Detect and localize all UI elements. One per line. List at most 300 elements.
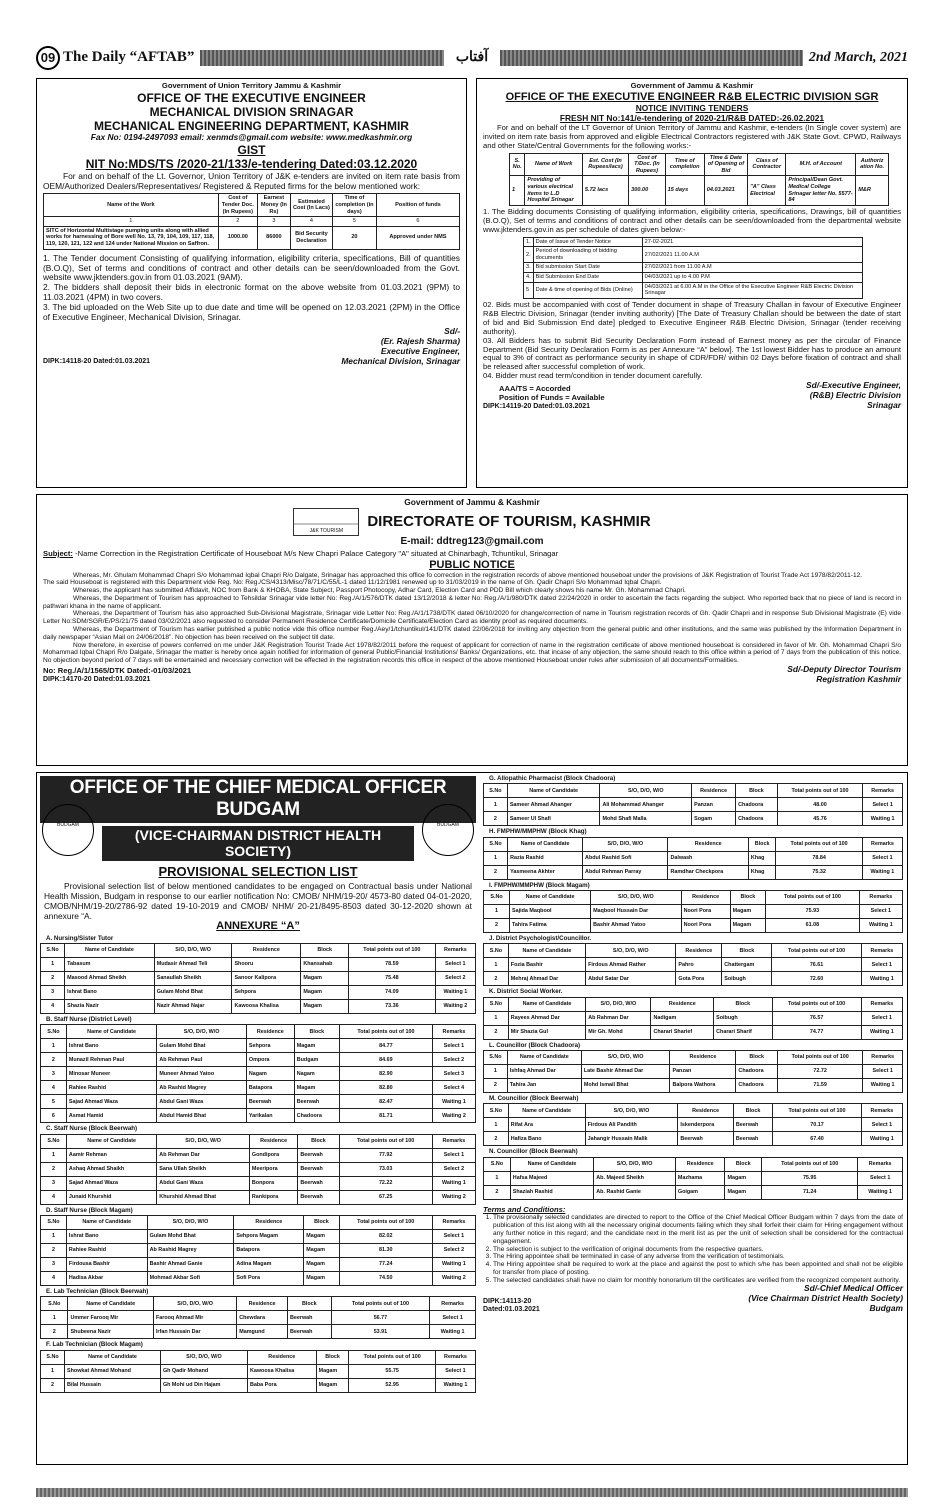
table-cell: Nadigam bbox=[651, 1011, 714, 1025]
mech-intro: For and on behalf of the Lt. Governor, Union Territory of J&K e-tenders are invited on item rate basis from OEM/Authorized Dealers/Representatives/ Registered & Reputed firms for the below mentioned work: bbox=[43, 170, 460, 191]
column-header: S/O, D/O, W/O bbox=[154, 944, 232, 958]
table-row bbox=[41, 1053, 476, 1067]
table-cell: Ab. Rashid Ganie bbox=[594, 1185, 676, 1199]
column-header: S.No bbox=[41, 944, 65, 958]
cmo-budgam-selection-list bbox=[36, 772, 908, 1465]
table-cell: Abdul Hamid Bhat bbox=[157, 1109, 247, 1123]
selection-table bbox=[483, 837, 903, 880]
table-cell: Beerwah bbox=[298, 1148, 339, 1162]
table-cell: Munazil Rehman Paul bbox=[66, 1053, 156, 1067]
mech-gist: GIST bbox=[237, 143, 266, 158]
table-cell: Chewdara bbox=[237, 1311, 288, 1325]
column-header: S.No bbox=[41, 1350, 65, 1364]
mech-place: Mechanical Division, Srinagar bbox=[341, 355, 460, 366]
column-header: Remarks bbox=[435, 1350, 475, 1364]
table-cell: Select 1 bbox=[861, 1118, 902, 1132]
table-cell: Chadoora bbox=[736, 798, 778, 812]
column-header: Residence bbox=[232, 944, 301, 958]
column-header: Block bbox=[714, 997, 772, 1011]
table-cell: Waiting 1 bbox=[430, 1325, 476, 1339]
table-cell: Mehraj Ahmad Dar bbox=[508, 972, 585, 986]
rb-date-label: Date of Issue of Tender Notice bbox=[533, 237, 642, 247]
column-header: S.No bbox=[484, 1050, 508, 1064]
table-cell: Muneer Ahmad Yatoo bbox=[157, 1067, 247, 1081]
table-cell: 2 bbox=[484, 1185, 511, 1199]
issue-date: 2nd March, 2021 bbox=[808, 49, 908, 65]
table-cell: Gulam Mohd Bhat bbox=[157, 1039, 247, 1053]
mech-cell: 1000.00 bbox=[218, 226, 257, 249]
section-heading: I. FMPHW/MMPHW (Block Magam) bbox=[489, 881, 590, 889]
table-cell: Select 1 bbox=[859, 904, 902, 918]
table-cell: 1 bbox=[484, 798, 508, 812]
table-cell: 82.90 bbox=[339, 1067, 432, 1081]
column-header: Block bbox=[304, 1216, 339, 1230]
table-cell: Rayees Ahmad Dar bbox=[508, 1011, 585, 1025]
table-cell: 4 bbox=[41, 1190, 67, 1204]
table-cell: Sehpora bbox=[232, 986, 301, 1000]
rb-date-value: 04/03/2021 at 6.00 A.M in the Office of the Executive Engineer R&B Electric Division Srinagar bbox=[642, 282, 862, 298]
left-sections bbox=[40, 935, 476, 1393]
rb-date-no: 4. bbox=[524, 272, 534, 282]
table-cell: 3 bbox=[41, 1258, 67, 1272]
table-cell: Shaziah Rashid bbox=[510, 1185, 593, 1199]
rb-cell: 15 days bbox=[665, 176, 704, 205]
footer-band bbox=[36, 1488, 908, 1497]
table-row bbox=[484, 851, 903, 865]
table-cell: 73.36 bbox=[348, 1000, 435, 1014]
table-cell: Abdul Rehman Parray bbox=[583, 865, 668, 879]
table-cell: 4 bbox=[41, 1000, 65, 1014]
table-cell: Shazia Nazir bbox=[65, 1000, 155, 1014]
table-cell: Sameer Ahmad Ahanger bbox=[507, 798, 600, 812]
tour-dipk: DIPK:14170-20 Dated:01.03.2021 bbox=[43, 676, 151, 684]
table-cell: 1 bbox=[484, 904, 510, 918]
rb-date-value: 04/03/2021 up to 4.00 P.M bbox=[642, 272, 862, 282]
column-header: Name of Candidate bbox=[510, 890, 591, 904]
table-cell: 77.92 bbox=[339, 1148, 432, 1162]
column-header: Total points out of 100 bbox=[777, 1050, 862, 1064]
table-cell: Bashir Ahmad Yatoo bbox=[591, 918, 682, 932]
rb-col: M.H. of Account bbox=[786, 153, 856, 176]
table-row bbox=[484, 1064, 903, 1078]
table-cell: Beerwah bbox=[287, 1311, 331, 1325]
table-cell: Mohd Shafi Malla bbox=[600, 812, 692, 826]
column-header: Name of Candidate bbox=[66, 1216, 147, 1230]
table-cell: Tahira Fatima bbox=[510, 918, 591, 932]
table-cell: Magam bbox=[725, 1185, 762, 1199]
column-header: Residence bbox=[678, 1104, 734, 1118]
table-cell: Magam bbox=[725, 1171, 762, 1185]
section-heading: J. District Psychologist/Councillor. bbox=[489, 934, 592, 942]
table-cell: Beerwah bbox=[294, 1095, 339, 1109]
table-cell: Firdousa Bashir bbox=[66, 1258, 147, 1272]
table-cell: Rahiee Rashid bbox=[66, 1081, 156, 1095]
mech-govt: Government of Union Territory Jammu & Kashmir bbox=[161, 81, 342, 90]
table-cell: Ab Rahman Dar bbox=[586, 1011, 651, 1025]
column-header: S/O, D/O, W/O bbox=[581, 1050, 670, 1064]
table-row bbox=[41, 1095, 476, 1109]
table-cell: Kawoosa Khalisa bbox=[232, 1000, 301, 1014]
mech-cell: Bid Security Declaration bbox=[290, 226, 332, 249]
table-cell: 73.03 bbox=[339, 1162, 432, 1176]
table-cell: 84.69 bbox=[339, 1053, 432, 1067]
mech-designation: Executive Engineer, bbox=[380, 345, 460, 356]
table-cell: Sajad Ahmad Waza bbox=[66, 1176, 156, 1190]
column-header: Total points out of 100 bbox=[773, 1104, 862, 1118]
column-header: Residence bbox=[668, 837, 748, 851]
table-cell: Khag bbox=[748, 851, 775, 865]
table-cell: Ishrat Bano bbox=[65, 986, 155, 1000]
mech-num: 6 bbox=[376, 217, 459, 227]
table-cell: Baba Pora bbox=[247, 1378, 316, 1392]
table-cell: 1 bbox=[484, 1064, 508, 1078]
rb-date-label: Bid Submission End Date bbox=[533, 272, 642, 282]
table-cell: Waiting 1 bbox=[863, 812, 903, 826]
table-cell: Chattergam bbox=[722, 958, 772, 972]
table-row bbox=[484, 904, 903, 918]
mech-num: 1 bbox=[44, 217, 219, 227]
table-cell: Irfan Hussain Dar bbox=[153, 1325, 236, 1339]
column-header: Residence bbox=[670, 1050, 736, 1064]
rb-dates-table bbox=[523, 237, 863, 299]
rb-work-table bbox=[509, 153, 889, 206]
column-header: Total points out of 100 bbox=[777, 784, 863, 798]
table-cell: Magam bbox=[304, 1230, 339, 1244]
rb-cell: Principal/Dean Govt. Medical College Srinagar letter No. 5577-84 bbox=[786, 176, 856, 205]
rb-date-label: Date & time of opening of Bids (Online) bbox=[533, 282, 642, 298]
column-header: Total points out of 100 bbox=[331, 1297, 430, 1311]
health-society-emblem-left: BUDGAM bbox=[42, 804, 94, 856]
column-header: S.No bbox=[484, 890, 510, 904]
column-header: Total points out of 100 bbox=[766, 890, 860, 904]
rb-cell: 5.72 lacs bbox=[582, 176, 628, 205]
column-header: Block bbox=[287, 1297, 331, 1311]
column-header: Block bbox=[316, 1350, 349, 1364]
section-heading: K. District Social Worker. bbox=[489, 988, 563, 996]
table-cell: Nazir Ahmad Najar bbox=[154, 1000, 232, 1014]
table-cell: 2 bbox=[484, 1132, 509, 1146]
table-cell: Waiting 1 bbox=[861, 972, 902, 986]
cmo-terms-list bbox=[483, 1214, 903, 1284]
mech-nit: NIT No:MDS/TS /2020-21/133/e-tendering Dated:03.12.2020 bbox=[85, 157, 418, 172]
table-row bbox=[484, 972, 903, 986]
table-cell: Beerwah bbox=[298, 1176, 339, 1190]
mech-dipk: DIPK:14118-20 Dated:01.03.2021 bbox=[43, 358, 151, 366]
column-header: S.No bbox=[484, 944, 509, 958]
table-cell: Beerwah bbox=[287, 1325, 331, 1339]
table-cell: Select 1 bbox=[858, 1171, 903, 1185]
cmo-term: 1. The provisionally selected candidates are directed to report to the Office of the Chief Medical Officer Budgam within 7 days from the date of publication of this list along with all the necessary original documents failing which they shall forfeit their claim for Hiring engagement without any further notice in this regard; and the candidate next in the merit list as per the unit of selection shall be considered for the contractual engagement. bbox=[493, 1214, 903, 1245]
table-row bbox=[484, 918, 903, 932]
table-cell: Charari Sharif bbox=[714, 1025, 772, 1039]
rb-col: S. No. bbox=[510, 153, 525, 176]
mech-para-1: 1. The Tender document Consisting of qualifying information, eligibility criteria, specifications, Bill of quantities (B.O.Q), Set of terms and conditions of contract and other details can be seen/downloaded from the Govt. website www.jktenders.gov.in from 01.03.2021 (9AM). bbox=[43, 252, 460, 283]
table-cell: Abdul Gani Waza bbox=[157, 1095, 247, 1109]
rb-cell: "A" Class Electrical bbox=[748, 176, 786, 205]
mech-num: 4 bbox=[290, 217, 332, 227]
column-header: Remarks bbox=[435, 944, 475, 958]
column-header: Name of Candidate bbox=[508, 997, 585, 1011]
selection-table bbox=[483, 890, 903, 933]
mech-division: MECHANICAL DIVISION SRINAGAR bbox=[149, 105, 354, 120]
table-cell: Select 4 bbox=[432, 1081, 475, 1095]
table-cell: Ab. Majeed Sheikh bbox=[594, 1171, 676, 1185]
table-cell: Gulam Mohd Bhat bbox=[147, 1230, 234, 1244]
table-cell: 2 bbox=[484, 812, 508, 826]
table-cell: Yarikalan bbox=[246, 1109, 294, 1123]
table-cell: Mohmad Akbar Sofi bbox=[147, 1272, 234, 1286]
tour-email: E-mail: ddtreg123@gmail.com bbox=[400, 535, 544, 547]
column-header: Remarks bbox=[432, 1134, 475, 1148]
table-cell: 74.50 bbox=[339, 1272, 432, 1286]
table-cell: Waiting 1 bbox=[435, 1378, 475, 1392]
table-cell: Mir Gh. Mohd bbox=[586, 1025, 651, 1039]
tour-para: Whereas, the Department of Tourism has approached to Tehsildar Srinagar vide letter No: Reg./A/1/576/DTK dated 13/12/2018 & letter No: Reg./A/1/980/DTK dated 22/24/2020 in order to ascertain the facts regarding the subject. Who reported back that no piece of land is record in pathwari khana in the name of applicant. bbox=[43, 594, 901, 610]
column-header: Name of Candidate bbox=[508, 1104, 585, 1118]
column-header: Total points out of 100 bbox=[762, 1157, 858, 1171]
table-cell: Pahro bbox=[676, 958, 722, 972]
table-cell: Ab Rashid Magrey bbox=[157, 1081, 247, 1095]
table-cell: Waiting 2 bbox=[432, 1109, 475, 1123]
mech-cell: 86000 bbox=[257, 226, 290, 249]
table-cell: Gh Qadir Mohand bbox=[160, 1364, 247, 1378]
section-heading: L. Councillor (Block Chadoora) bbox=[489, 1041, 581, 1049]
table-cell: Bilal Hussain bbox=[65, 1378, 161, 1392]
column-header: S/O, D/O, W/O bbox=[157, 1134, 250, 1148]
mech-col: Cost of Tender Doc. (In Rupees) bbox=[218, 194, 257, 217]
table-cell: 3 bbox=[41, 1067, 67, 1081]
table-cell: Adina Magam bbox=[234, 1258, 304, 1272]
rb-office: OFFICE OF THE EXECUTIVE ENGINEER R&B ELECTRIC DIVISION SGR bbox=[505, 90, 879, 103]
table-cell: 2 bbox=[484, 918, 510, 932]
selection-table bbox=[40, 943, 476, 1014]
column-header: Remarks bbox=[861, 997, 902, 1011]
rb-col: Est. Cost (In Rupees/lacs) bbox=[582, 153, 628, 176]
table-cell: Select 1 bbox=[863, 1064, 903, 1078]
mech-cell: Approved under NMS bbox=[376, 226, 459, 249]
table-cell: 53.91 bbox=[331, 1325, 430, 1339]
column-header: S/O, D/O, W/O bbox=[147, 1216, 234, 1230]
column-header: S.No bbox=[41, 1025, 67, 1039]
table-cell: 71.24 bbox=[762, 1185, 858, 1199]
table-cell: 67.25 bbox=[339, 1190, 432, 1204]
table-cell: 2 bbox=[41, 1325, 68, 1339]
table-cell: Select 1 bbox=[432, 1230, 475, 1244]
table-cell: 1 bbox=[484, 1011, 509, 1025]
table-cell: Hafiza Bano bbox=[508, 1132, 585, 1146]
table-cell: Waiting 1 bbox=[432, 1176, 475, 1190]
rb-para-3: 03. All Bidders has to submit Bid Security Declaration Form instead of Earnest money as per the circular of Finance Department (Bid Security Declaration Form is as per Annexure “A” below]. The 1st lowest Bidder has to produce an amount equal to 3% of contract as performance security in shape of CDR/FDR/ within 02 Days before fixation of contract and shall be released after successful completion of work. bbox=[483, 335, 901, 372]
table-cell: Rifat Ara bbox=[508, 1118, 585, 1132]
table-cell: Rahiee Rashid bbox=[66, 1244, 147, 1258]
column-header: S.No bbox=[484, 997, 509, 1011]
rb-date-no: 1. bbox=[524, 237, 534, 247]
tour-subject: -Name Correction in the Registration Certificate of Houseboat M/s New Chapri Palace Category "A" situated at Chinarbagh, Tchuntikul, Srinagar bbox=[75, 548, 559, 558]
table-cell: 67.40 bbox=[773, 1132, 862, 1146]
table-cell: Waiting 1 bbox=[432, 1258, 475, 1272]
cmo-dipk: DIPK:14113-20 bbox=[483, 1297, 532, 1305]
table-cell: Gulam Mohd Bhat bbox=[154, 986, 232, 1000]
table-cell: 81.71 bbox=[339, 1109, 432, 1123]
table-cell: Panzan bbox=[692, 798, 736, 812]
table-cell: Mudasir Ahmad Teli bbox=[154, 958, 232, 972]
table-cell: Gondipora bbox=[249, 1148, 297, 1162]
cmo-term: 4. The Hiring appointee shall be required to work at the place and against the post to which s/he has been appointed and shall not be eligible for transfer from place of posting. bbox=[493, 1261, 903, 1277]
table-cell: Beerwah bbox=[298, 1190, 339, 1204]
column-header: Name of Candidate bbox=[65, 1350, 161, 1364]
table-cell: Mohd Ismail Bhat bbox=[581, 1078, 670, 1092]
table-cell: Mazhama bbox=[675, 1171, 725, 1185]
column-header: Name of Candidate bbox=[66, 1025, 156, 1039]
column-header: Name of Candidate bbox=[66, 1134, 156, 1148]
column-header: S/O, D/O, W/O bbox=[594, 1157, 676, 1171]
table-cell: Beerwah bbox=[678, 1132, 734, 1146]
column-header: Remarks bbox=[432, 1216, 475, 1230]
table-cell: Asmat Hamid bbox=[66, 1109, 156, 1123]
table-row bbox=[41, 1364, 476, 1378]
table-cell: Nagam bbox=[246, 1067, 294, 1081]
table-cell: Maqbool Hussain Dar bbox=[591, 904, 682, 918]
table-row bbox=[484, 1132, 903, 1146]
table-row bbox=[484, 1025, 903, 1039]
table-cell: Magam bbox=[304, 1272, 339, 1286]
mech-num: 5 bbox=[333, 217, 377, 227]
table-cell: Select 2 bbox=[432, 1244, 475, 1258]
mech-dept: MECHANICAL ENGINEERING DEPARTMENT, KASHMIR bbox=[94, 119, 409, 134]
rb-date-value: 27-02-2021 bbox=[642, 237, 862, 247]
column-header: Total points out of 100 bbox=[339, 1025, 432, 1039]
rb-col: Class of Contractor bbox=[748, 153, 786, 176]
mech-col: Earnest Money (In Rs) bbox=[257, 194, 290, 217]
column-header: S.No bbox=[41, 1134, 67, 1148]
table-row bbox=[41, 1039, 476, 1053]
mech-col: Name of the Work bbox=[44, 194, 219, 217]
mech-num: 3 bbox=[257, 217, 290, 227]
table-cell: Soibugh bbox=[722, 972, 772, 986]
column-header: S.No bbox=[484, 1157, 511, 1171]
table-cell: Magam bbox=[301, 986, 349, 1000]
table-cell: 70.17 bbox=[773, 1118, 862, 1132]
tour-para: Whereas, the Department of Tourism has also approached Sub-Divisional Magistrate, Srinagar vide Letter No: Reg./A/1/1738/DTK dated 06/10/2020 for change/correction of name in Tourism registration records of Gh. Qadir Chapri and in response Sub Divisional Magistrate (E) vide Letter No:SDM/SGR/E/PS/21/75 dated 03/02/2021 also requested to consider Permanent Residence Certificate/Domicile Certificate/Election Card as identity proof as required documents. bbox=[43, 610, 901, 626]
table-cell: Firdous Ali Pandith bbox=[585, 1118, 678, 1132]
table-cell: Ompora bbox=[246, 1053, 294, 1067]
column-header: Name of Candidate bbox=[510, 1157, 593, 1171]
table-cell: Waiting 1 bbox=[859, 918, 902, 932]
cmo-title: OFFICE OF THE CHIEF MEDICAL OFFICER BUDGAM bbox=[40, 776, 476, 823]
table-cell: Bashir Ahmad Ganie bbox=[147, 1258, 234, 1272]
column-header: Residence bbox=[681, 890, 730, 904]
table-row bbox=[41, 958, 476, 972]
column-header: Block bbox=[730, 890, 766, 904]
table-row bbox=[41, 1000, 476, 1014]
selection-table bbox=[483, 1103, 903, 1146]
table-cell: 3 bbox=[41, 1176, 67, 1190]
table-cell: 77.24 bbox=[339, 1258, 432, 1272]
rb-col: Time of completion bbox=[665, 153, 704, 176]
table-cell: Waiting 1 bbox=[861, 1132, 902, 1146]
table-row bbox=[484, 812, 903, 826]
column-header: S/O, D/O, W/O bbox=[586, 997, 651, 1011]
rb-date-value: 27/02/2021 from 11.00 A.M bbox=[642, 263, 862, 273]
mechanical-division-tender bbox=[36, 78, 467, 488]
column-header: S.No bbox=[484, 1104, 509, 1118]
column-header: Total points out of 100 bbox=[339, 1134, 432, 1148]
cmo-place: Budgam bbox=[869, 1303, 903, 1314]
table-row bbox=[484, 958, 903, 972]
column-header: Block bbox=[748, 837, 775, 851]
mech-num: 2 bbox=[218, 217, 257, 227]
table-row bbox=[41, 1081, 476, 1095]
column-header: Remarks bbox=[863, 784, 903, 798]
table-cell: 82.47 bbox=[339, 1095, 432, 1109]
section-heading: C. Staff Nurse (Block Beerwah) bbox=[46, 1125, 138, 1133]
column-header: Total points out of 100 bbox=[776, 837, 863, 851]
rb-nit: FRESH NIT No:141/e-tendering of 2020-21/R&B DATED:-26.02.2021 bbox=[559, 112, 825, 123]
table-cell: Ishrat Bano bbox=[66, 1039, 156, 1053]
table-cell: 72.72 bbox=[777, 1064, 862, 1078]
table-cell: Kawoosa Khalisa bbox=[247, 1364, 316, 1378]
table-cell: 1 bbox=[41, 1311, 68, 1325]
newspaper-logo: آفتاب bbox=[444, 44, 500, 68]
table-cell: Abdul Satar Dar bbox=[586, 972, 676, 986]
rb-notice: NOTICE INVITING TENDERS bbox=[635, 102, 749, 113]
cmo-list-title: PROVISIONAL SELECTION LIST bbox=[158, 863, 358, 879]
table-cell: Beerwah bbox=[733, 1132, 772, 1146]
tour-sd: Sd/-Deputy Director Tourism bbox=[787, 663, 901, 674]
table-cell: Waiting 2 bbox=[432, 1190, 475, 1204]
section-heading: M. Councillor (Block Beerwah) bbox=[489, 1094, 579, 1102]
tour-place: Registration Kashmir bbox=[816, 673, 901, 684]
table-row bbox=[41, 1190, 476, 1204]
column-header: Residence bbox=[247, 1350, 316, 1364]
table-cell: Magam bbox=[316, 1364, 349, 1378]
table-cell: Chadoora bbox=[736, 1064, 778, 1078]
table-cell: Magam bbox=[301, 1000, 349, 1014]
table-cell: Razia Rashid bbox=[508, 851, 583, 865]
cmo-terms-heading: Terms and Conditions: bbox=[483, 1204, 566, 1214]
mech-sd: Sd/- bbox=[444, 325, 460, 336]
column-header: S/O, D/O, W/O bbox=[585, 1104, 678, 1118]
section-heading: A. Nursing/Sister Tutor bbox=[46, 934, 114, 942]
column-header: Remarks bbox=[430, 1297, 476, 1311]
rb-date-no: 5 bbox=[524, 282, 534, 298]
rb-col: Authoriz ation No. bbox=[856, 153, 889, 176]
table-cell: 2 bbox=[484, 1078, 508, 1092]
table-cell: 2 bbox=[41, 972, 65, 986]
table-cell: 1 bbox=[41, 1230, 67, 1244]
column-header: Remarks bbox=[432, 1025, 475, 1039]
table-cell: Select 2 bbox=[435, 972, 475, 986]
rb-para-1: 1. The Bidding documents Consisting of qualifying information, eligibility criteria, specifications, Drawings, bill of quantities (B.O.Q), Set of terms and conditions of contract and other details can be seen/downloaded from the departmental website www.jktenders.gov.in as per schedule of dates given below:- bbox=[483, 206, 901, 234]
table-cell: 2 bbox=[41, 1053, 67, 1067]
table-row bbox=[41, 1067, 476, 1081]
column-header: Name of Candidate bbox=[508, 944, 585, 958]
table-cell: Minosar Muneer bbox=[66, 1067, 156, 1081]
table-cell: Sana Ullah Sheikh bbox=[157, 1162, 250, 1176]
table-cell: Soibugh bbox=[714, 1011, 772, 1025]
column-header: Name of Candidate bbox=[507, 784, 600, 798]
table-cell: Shooru bbox=[232, 958, 301, 972]
table-cell: Waiting 1 bbox=[858, 1185, 903, 1199]
table-cell: Batapora bbox=[246, 1081, 294, 1095]
tour-para: Whereas, Mr. Ghulam Mohammad Chapri S/o Mohammad Iqbal Chapri R/o Dalgate, Srinagar has approached this office fo correction in the registration records of above mentioned houseboat under the provisions of J&K Registration of Tourist Trade Act 1978/82/2011-12. bbox=[73, 571, 863, 579]
table-cell: Abdul Rashid Sofi bbox=[583, 851, 668, 865]
table-cell: 4 bbox=[41, 1272, 67, 1286]
table-cell: Sanoor Kalipora bbox=[232, 972, 301, 986]
table-cell: 78.59 bbox=[348, 958, 435, 972]
table-cell: Mamgund bbox=[237, 1325, 288, 1339]
table-cell: Select 1 bbox=[862, 851, 902, 865]
